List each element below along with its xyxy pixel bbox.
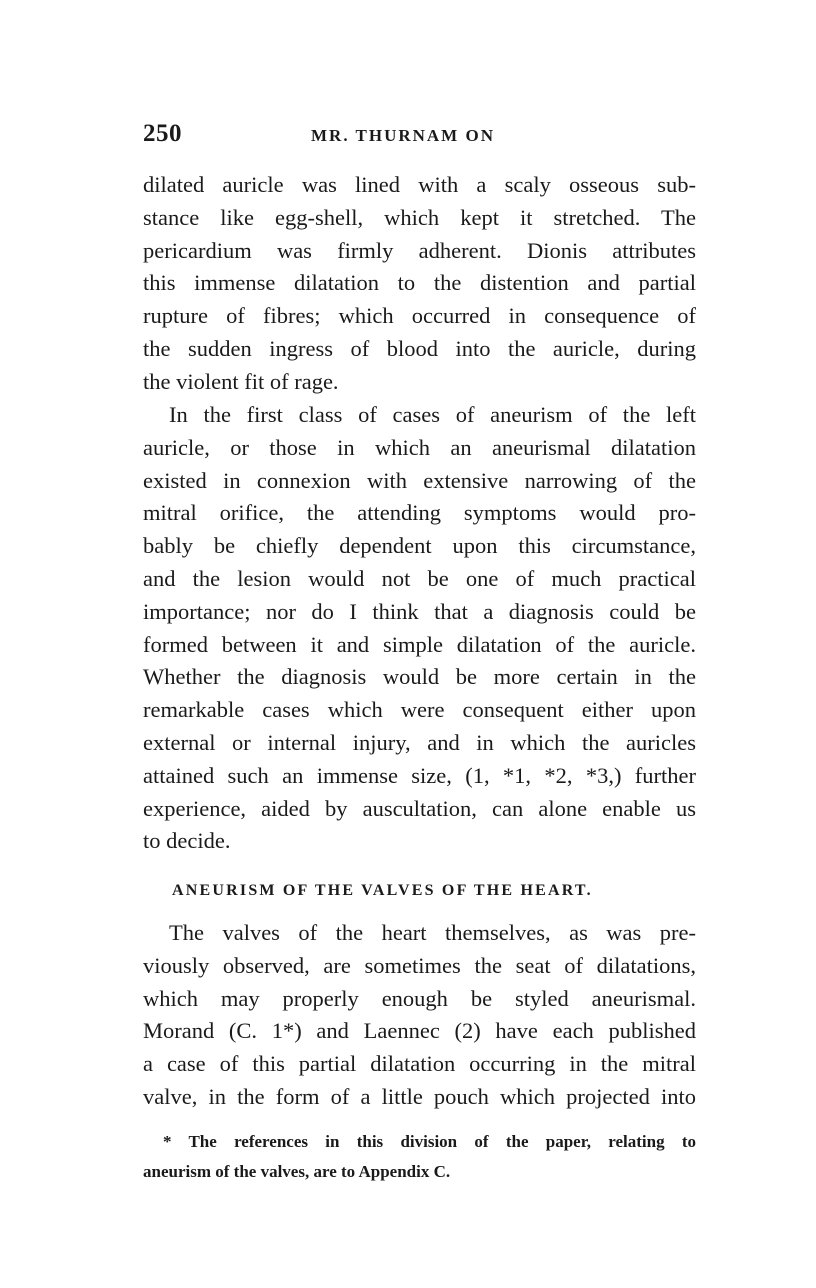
text-line: auricle, or those in which an aneurismal dilatation: [143, 434, 696, 460]
text-line: the sudden ingress of blood into the auricle, during: [143, 335, 696, 361]
text-line: this immense dilatation to the distention and partial: [143, 270, 696, 296]
footnote-line: aneurism of the valves, are to Appendix C.: [143, 1162, 451, 1181]
section-heading: ANEURISM OF THE VALVES OF THE HEART.: [172, 882, 593, 899]
text-line: In the first class of cases of aneurism of the left: [169, 402, 696, 427]
text-line: remarkable cases which were consequent either upon: [143, 697, 696, 723]
text-line: a case of this partial dilatation occurring in the mitral: [143, 1051, 696, 1077]
text-line: viously observed, are sometimes the seat of dilatations,: [143, 952, 696, 978]
text-line: stance like egg-shell, which kept it stretched. The: [143, 204, 696, 230]
text-line: The valves of the heart themselves, as was pre-: [169, 920, 696, 945]
paragraph-dionis-dilatation: [143, 169, 696, 399]
running-title: MR. THURNAM ON: [311, 126, 495, 145]
text-line: pericardium was firmly adherent. Dionis attributes: [143, 237, 696, 263]
footnote: [143, 1127, 696, 1187]
page-number: 250: [143, 120, 182, 147]
text-line: Whether the diagnosis would be more certain in the: [143, 664, 696, 690]
text-line: mitral orifice, the attending symptoms would pro-: [143, 500, 696, 526]
paragraph-left-auricle-aneurism: [143, 399, 696, 858]
text-line: formed between it and simple dilatation of the auricle.: [143, 631, 696, 657]
text-line: bably be chiefly dependent upon this circumstance,: [143, 533, 696, 559]
text-line: attained such an immense size, (1, *1, *2, *3,) further: [143, 762, 696, 788]
text-line: experience, aided by auscultation, can alone enable us: [143, 795, 696, 821]
running-head: [143, 120, 696, 150]
text-line: to decide.: [143, 828, 231, 854]
text-line: the violent fit of rage.: [143, 368, 339, 394]
text-line: valve, in the form of a little pouch which projected into: [143, 1083, 696, 1109]
text-line: existed in connexion with extensive narrowing of the: [143, 467, 696, 493]
text-line: and the lesion would not be one of much practical: [143, 565, 696, 591]
text-line: which may properly enough be styled aneurismal.: [143, 985, 696, 1011]
text-line: Morand (C. 1*) and Laennec (2) have each published: [143, 1018, 696, 1044]
footnote-line: * The references in this division of the paper, relating to: [163, 1132, 696, 1151]
paragraph-valves-of-heart: [143, 917, 696, 1114]
text-line: rupture of fibres; which occurred in consequence of: [143, 303, 696, 329]
text-line: dilated auricle was lined with a scaly osseous sub-: [143, 172, 696, 197]
text-line: importance; nor do I think that a diagnosis could be: [143, 598, 696, 624]
text-line: external or internal injury, and in which the auricles: [143, 729, 696, 755]
